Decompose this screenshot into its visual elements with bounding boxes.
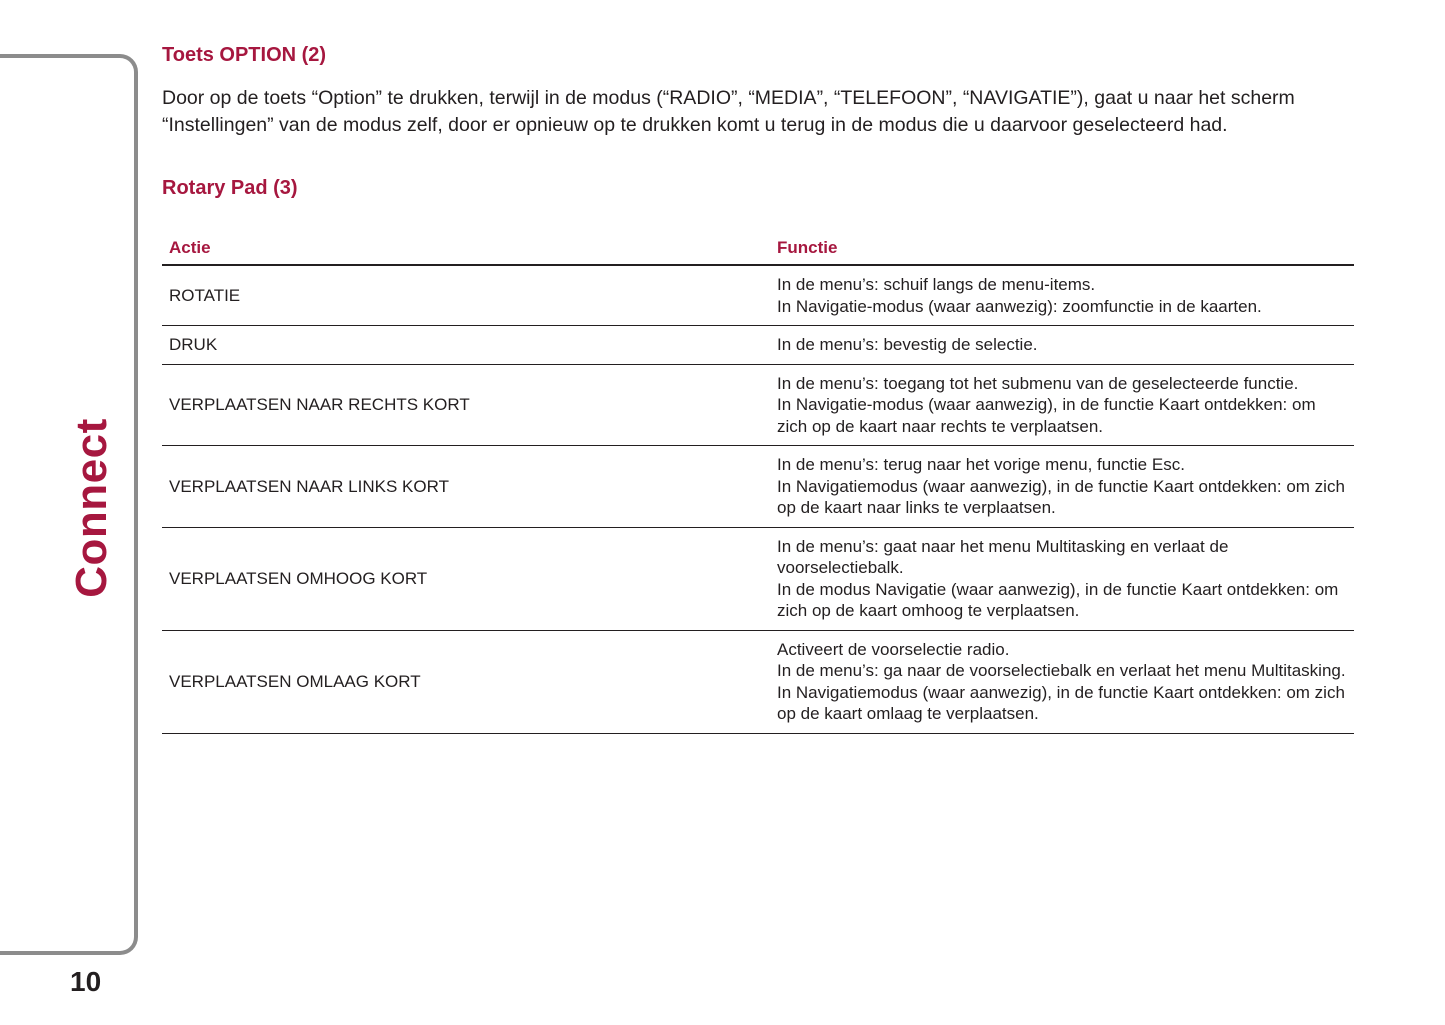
column-header-functie: Functie bbox=[770, 238, 1354, 265]
functie-line: Activeert de voorselectie radio. bbox=[777, 639, 1010, 659]
rotary-pad-table bbox=[162, 238, 1354, 734]
cell-functie bbox=[770, 630, 1354, 733]
cell-functie bbox=[770, 265, 1354, 326]
table-row bbox=[162, 446, 1354, 528]
option-description: Door op de toets “Option” te drukken, terwijl in de modus (“RADIO”, “MEDIA”, “TELEFOON”, “NAVIGATIE”), gaat u naar het scherm “Instellingen” van de modus zelf, door er opnieuw op te drukken komt u terug in de modus die u daarvoor geselecteerd had. bbox=[162, 87, 1295, 136]
section-title-option: Toets OPTION (2) bbox=[162, 44, 327, 66]
functie-line: In de menu’s: terug naar het vorige menu, functie Esc. bbox=[777, 455, 1185, 474]
cell-actie: VERPLAATSEN OMLAAG KORT bbox=[162, 630, 770, 733]
cell-functie bbox=[770, 326, 1354, 365]
functie-line: In de modus Navigatie (waar aanwezig), in de functie Kaart ontdekken: om zich op de kaart omhoog te verplaatsen. bbox=[777, 579, 1339, 620]
functie-line: In Navigatie-modus (waar aanwezig): zoomfunctie in de kaarten. bbox=[777, 296, 1262, 316]
cell-functie bbox=[770, 364, 1354, 446]
functie-line: In de menu’s: bevestig de selectie. bbox=[777, 335, 1038, 354]
cell-actie: VERPLAATSEN NAAR LINKS KORT bbox=[162, 446, 770, 528]
functie-line: In Navigatie-modus (waar aanwezig), in de functie Kaart ontdekken: om zich op de kaart naar rechts te verplaatsen. bbox=[777, 395, 1316, 436]
table-row bbox=[162, 630, 1354, 733]
table-row bbox=[162, 265, 1354, 326]
cell-functie bbox=[770, 527, 1354, 630]
cell-actie: ROTATIE bbox=[162, 265, 770, 326]
functie-line: In Navigatiemodus (waar aanwezig), in de functie Kaart ontdekken: om zich op de kaart omlaag te verplaatsen. bbox=[777, 682, 1345, 723]
cell-actie: VERPLAATSEN OMHOOG KORT bbox=[162, 527, 770, 630]
chapter-tab-label: Connect bbox=[67, 417, 116, 598]
section-title-rotary-pad: Rotary Pad (3) bbox=[162, 177, 298, 199]
chapter-tab bbox=[57, 417, 127, 598]
functie-line: In de menu’s: toegang tot het submenu van de geselecteerde functie. bbox=[777, 373, 1299, 393]
cell-functie bbox=[770, 446, 1354, 528]
functie-line: In de menu’s: schuif langs de menu-items. bbox=[777, 275, 1096, 294]
cell-actie: VERPLAATSEN NAAR RECHTS KORT bbox=[162, 364, 770, 446]
page-number: 10 bbox=[70, 966, 102, 997]
functie-line: In de menu’s: ga naar de voorselectiebalk en verlaat het menu Multitasking. bbox=[777, 661, 1346, 680]
page-content bbox=[162, 44, 1354, 734]
table-row bbox=[162, 527, 1354, 630]
table-header-row bbox=[162, 238, 1354, 265]
functie-line: In de menu’s: gaat naar het menu Multitasking en verlaat de voorselectiebalk. bbox=[777, 536, 1229, 577]
column-header-actie: Actie bbox=[162, 238, 770, 265]
functie-line: In Navigatiemodus (waar aanwezig), in de functie Kaart ontdekken: om zich op de kaart naar links te verplaatsen. bbox=[777, 476, 1345, 517]
cell-actie: DRUK bbox=[162, 326, 770, 365]
table-body bbox=[162, 265, 1354, 733]
table-row bbox=[162, 326, 1354, 365]
table-row bbox=[162, 364, 1354, 446]
